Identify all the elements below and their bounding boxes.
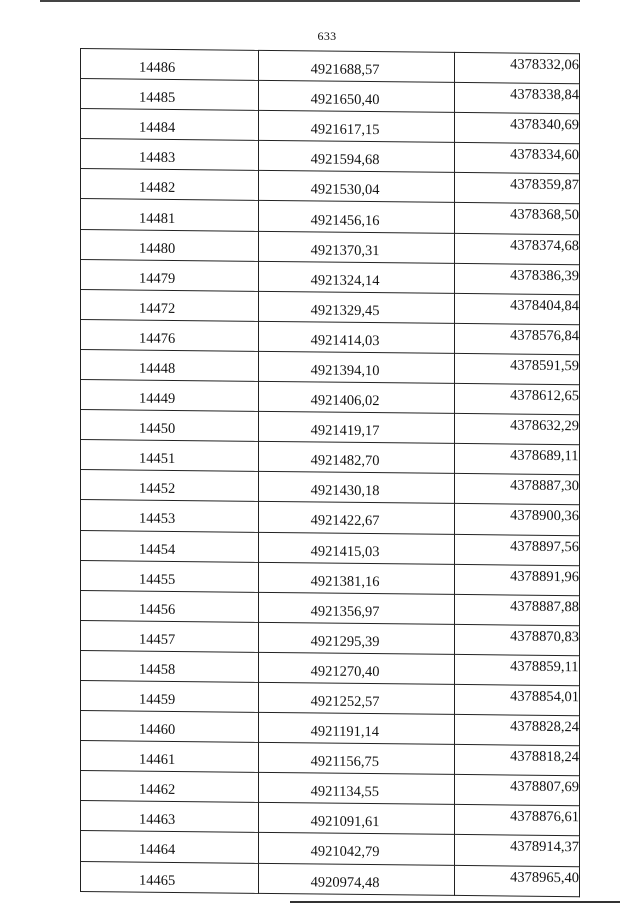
point-number-cell	[81, 711, 259, 743]
y-coordinate-cell-text: 4378870,83	[510, 628, 579, 646]
y-coordinate-cell-text: 4378828,24	[510, 718, 579, 736]
point-number-cell	[81, 109, 259, 141]
y-coordinate-cell-text: 4378576,84	[510, 327, 579, 345]
point-number-cell	[81, 199, 259, 231]
point-number-cell	[81, 380, 259, 412]
x-coordinate-cell-text: 4921156,75	[310, 753, 379, 771]
point-number-cell	[81, 349, 259, 381]
x-coordinate-cell-text: 4921394,10	[310, 362, 380, 380]
y-coordinate-cell-text: 4378591,59	[510, 357, 579, 375]
x-coordinate-cell	[258, 863, 454, 895]
y-coordinate-cell	[455, 805, 580, 836]
point-number-cell	[81, 620, 259, 652]
x-coordinate-cell	[258, 261, 454, 293]
x-coordinate-cell-text: 4921370,31	[310, 242, 380, 259]
point-number-cell-text: 14455	[139, 571, 176, 588]
y-coordinate-cell	[455, 534, 580, 565]
point-number-cell	[81, 500, 259, 532]
point-number-cell	[81, 680, 259, 712]
y-coordinate-cell	[455, 383, 580, 414]
y-coordinate-cell-text: 4378854,01	[510, 688, 579, 706]
point-number-cell	[81, 831, 259, 863]
top-rule	[40, 0, 580, 2]
point-number-cell-text: 14454	[139, 541, 176, 558]
x-coordinate-cell-text: 4921422,67	[310, 512, 380, 530]
x-coordinate-cell-text: 4921042,79	[310, 843, 380, 861]
point-number-cell	[81, 319, 259, 351]
y-coordinate-cell-text: 4378374,68	[510, 237, 579, 254]
x-coordinate-cell	[258, 80, 454, 112]
x-coordinate-cell-text: 4921688,57	[310, 61, 380, 79]
point-number-cell-text: 14463	[139, 812, 176, 829]
page-number: 633	[317, 29, 337, 43]
point-number-cell	[81, 229, 259, 261]
point-number-cell-text: 14448	[139, 360, 176, 377]
y-coordinate-cell-text: 4378859,11	[510, 658, 579, 676]
x-coordinate-cell-text: 4921415,03	[310, 542, 380, 560]
y-coordinate-cell	[455, 684, 580, 715]
point-number-cell-text: 14449	[139, 390, 176, 408]
point-number-cell	[81, 289, 259, 321]
coordinates-table-body	[81, 49, 580, 897]
point-number-cell-text: 14451	[139, 450, 176, 468]
x-coordinate-cell	[258, 472, 454, 504]
y-coordinate-cell	[455, 624, 580, 655]
x-coordinate-cell-text: 4921617,15	[310, 121, 380, 139]
x-coordinate-cell-text: 4921295,39	[310, 633, 380, 650]
y-coordinate-cell-text: 4378632,29	[510, 417, 579, 435]
x-coordinate-cell	[258, 773, 454, 805]
point-number-cell-text: 14472	[139, 300, 176, 317]
point-number-cell	[81, 169, 259, 201]
x-coordinate-cell	[258, 743, 454, 775]
x-coordinate-cell-text: 4921530,04	[310, 181, 380, 199]
x-coordinate-cell	[258, 532, 454, 564]
x-coordinate-cell	[258, 171, 454, 203]
y-coordinate-cell-text: 4378897,56	[510, 538, 579, 555]
point-number-cell-text: 14479	[139, 270, 176, 287]
y-coordinate-cell	[455, 353, 580, 384]
point-number-cell-text: 14457	[139, 631, 176, 648]
x-coordinate-cell	[258, 321, 454, 353]
y-coordinate-cell	[455, 293, 580, 324]
y-coordinate-cell-text: 4378965,40	[510, 869, 579, 886]
point-number-cell-text: 14459	[139, 691, 176, 709]
y-coordinate-cell-text: 4378332,06	[510, 56, 579, 74]
y-coordinate-cell-text: 4378368,50	[510, 206, 579, 224]
point-number-cell	[81, 560, 259, 592]
y-coordinate-cell-text: 4378340,69	[510, 116, 579, 134]
y-coordinate-cell	[455, 504, 580, 535]
point-number-cell-text: 14461	[139, 751, 176, 769]
x-coordinate-cell-text: 4921414,03	[310, 332, 380, 350]
point-number-cell-text: 14456	[139, 601, 176, 618]
y-coordinate-cell	[455, 83, 580, 114]
y-coordinate-cell	[455, 444, 580, 475]
point-number-cell	[81, 470, 259, 502]
y-coordinate-cell	[455, 594, 580, 625]
point-number-cell	[81, 741, 259, 773]
y-coordinate-cell-text: 4378876,61	[510, 808, 579, 826]
x-coordinate-cell	[258, 111, 454, 143]
y-coordinate-cell	[455, 775, 580, 806]
point-number-cell	[81, 861, 259, 893]
point-number-cell	[81, 259, 259, 291]
y-coordinate-cell-text: 4378404,84	[510, 297, 579, 314]
x-coordinate-cell	[258, 411, 454, 443]
x-coordinate-cell-text: 4920974,48	[310, 873, 380, 891]
point-number-cell-text: 14480	[139, 240, 176, 257]
x-coordinate-cell	[258, 291, 454, 323]
point-number-cell-text: 14483	[139, 149, 176, 167]
y-coordinate-cell	[455, 173, 580, 204]
x-coordinate-cell	[258, 351, 454, 383]
x-coordinate-cell-text: 4921406,02	[310, 392, 380, 410]
point-number-cell	[81, 530, 259, 562]
point-number-cell-text: 14462	[139, 781, 176, 799]
y-coordinate-cell	[455, 143, 580, 174]
y-coordinate-cell-text: 4378818,24	[510, 748, 579, 766]
x-coordinate-cell-text: 4921324,14	[310, 272, 380, 289]
point-number-cell	[81, 650, 259, 682]
x-coordinate-cell-text: 4921594,68	[310, 151, 380, 169]
y-coordinate-cell	[455, 474, 580, 505]
y-coordinate-cell-text: 4378914,37	[510, 838, 579, 856]
point-number-cell	[81, 590, 259, 622]
point-number-cell	[81, 771, 259, 803]
point-number-cell-text: 14481	[139, 210, 176, 227]
y-coordinate-cell	[455, 233, 580, 264]
y-coordinate-cell-text: 4378887,30	[510, 477, 579, 495]
point-number-cell	[81, 49, 259, 81]
point-number-cell-text: 14453	[139, 511, 176, 528]
point-number-cell-text: 14452	[139, 480, 176, 498]
x-coordinate-cell	[258, 803, 454, 835]
y-coordinate-cell-text: 4378338,84	[510, 86, 579, 104]
point-number-cell-text: 14482	[139, 180, 176, 197]
y-coordinate-cell-text: 4378887,88	[510, 598, 579, 615]
coordinates-table	[80, 48, 580, 897]
x-coordinate-cell-text: 4921482,70	[310, 452, 380, 470]
point-number-cell-text: 14465	[139, 872, 176, 889]
point-number-cell-text: 14458	[139, 661, 176, 678]
point-number-cell-text: 14485	[139, 89, 176, 107]
y-coordinate-cell	[455, 323, 580, 354]
x-coordinate-cell-text: 4921091,61	[310, 813, 380, 831]
point-number-cell	[81, 139, 259, 171]
x-coordinate-cell-text: 4921381,16	[310, 573, 380, 590]
y-coordinate-cell	[455, 564, 580, 595]
x-coordinate-cell-text: 4921430,18	[310, 482, 380, 500]
point-number-cell-text: 14450	[139, 420, 176, 438]
x-coordinate-cell	[258, 50, 454, 82]
y-coordinate-cell-text: 4378386,39	[510, 267, 579, 284]
y-coordinate-cell	[455, 835, 580, 866]
y-coordinate-cell-text: 4378334,60	[510, 146, 579, 164]
x-coordinate-cell	[258, 622, 454, 654]
point-number-cell	[81, 801, 259, 833]
x-coordinate-cell-text: 4921134,55	[310, 783, 379, 801]
y-coordinate-cell	[455, 203, 580, 234]
y-coordinate-cell	[455, 654, 580, 685]
x-coordinate-cell	[258, 442, 454, 474]
point-number-cell-text: 14460	[139, 721, 176, 739]
x-coordinate-cell	[258, 682, 454, 714]
y-coordinate-cell-text: 4378359,87	[510, 176, 579, 194]
x-coordinate-cell-text: 4921191,14	[310, 723, 379, 741]
point-number-cell-text: 14484	[139, 119, 176, 137]
x-coordinate-cell	[258, 562, 454, 594]
y-coordinate-cell-text: 4378891,96	[510, 568, 579, 585]
x-coordinate-cell	[258, 231, 454, 263]
x-coordinate-cell-text: 4921356,97	[310, 603, 380, 620]
point-number-cell-text: 14486	[139, 59, 176, 77]
x-coordinate-cell	[258, 201, 454, 233]
y-coordinate-cell	[455, 714, 580, 745]
point-number-cell	[81, 410, 259, 442]
y-coordinate-cell	[455, 263, 580, 294]
x-coordinate-cell	[258, 141, 454, 173]
x-coordinate-cell-text: 4921650,40	[310, 91, 380, 109]
point-number-cell-text: 14464	[139, 842, 176, 859]
y-coordinate-cell	[455, 745, 580, 776]
table-row	[81, 861, 580, 896]
x-coordinate-cell	[258, 592, 454, 624]
x-coordinate-cell	[258, 652, 454, 684]
y-coordinate-cell-text: 4378689,11	[510, 447, 579, 465]
y-coordinate-cell	[455, 414, 580, 445]
x-coordinate-cell-text: 4921456,16	[310, 211, 380, 229]
y-coordinate-cell-text: 4378807,69	[510, 778, 579, 796]
y-coordinate-cell-text: 4378612,65	[510, 387, 579, 405]
x-coordinate-cell	[258, 381, 454, 413]
x-coordinate-cell-text: 4921419,17	[310, 422, 380, 440]
y-coordinate-cell-text: 4378900,36	[510, 507, 579, 525]
x-coordinate-cell-text: 4921270,40	[310, 663, 380, 681]
x-coordinate-cell	[258, 712, 454, 744]
bottom-rule	[290, 901, 620, 903]
x-coordinate-cell	[258, 502, 454, 534]
y-coordinate-cell	[455, 865, 580, 896]
x-coordinate-cell-text: 4921252,57	[310, 693, 380, 711]
x-coordinate-cell	[258, 833, 454, 865]
y-coordinate-cell	[455, 52, 580, 83]
x-coordinate-cell-text: 4921329,45	[310, 302, 380, 319]
point-number-cell	[81, 79, 259, 111]
y-coordinate-cell	[455, 113, 580, 144]
point-number-cell-text: 14476	[139, 330, 176, 347]
point-number-cell	[81, 440, 259, 472]
